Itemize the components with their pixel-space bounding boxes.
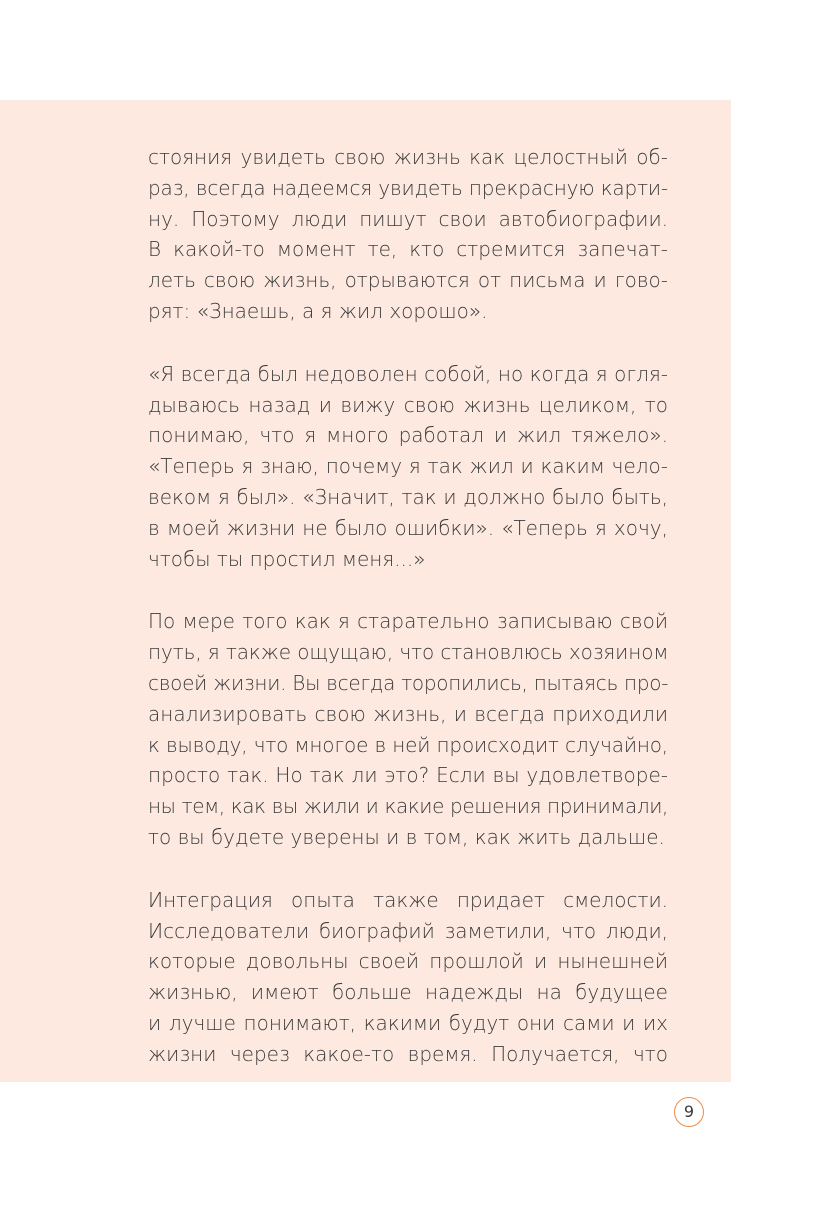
text-line: анализировать свою жизнь, и всегда приходили [148, 701, 668, 726]
text-line: жизнью, имеют больше надежды на будущее [148, 980, 668, 1005]
text-line: стояния увидеть свою жизнь как целостный об- [148, 145, 668, 169]
text-line: «Теперь я знаю, почему я так жил и каким чело- [148, 454, 668, 479]
text-line: и лучше понимают, какими будут они сами и их [148, 1010, 668, 1035]
text-line: леть свою жизнь, отрываются от письма и гово- [148, 268, 668, 293]
text-line: ны тем, как вы жили и какие решения принимали, [148, 794, 668, 819]
paragraph-3 [148, 606, 668, 852]
page-number-badge: 9 [674, 1097, 704, 1127]
text-line: Исследователи биографий заметили, что люди, [148, 918, 668, 943]
text-line: веком я был». «Значит, так и должно было быть, [148, 484, 668, 509]
text-line: ну. Поэтому люди пишут свои автобиографии. [148, 206, 668, 231]
text-line: просто так. Но так ли это? Если вы удовлетворе- [148, 763, 668, 788]
text-line: в моей жизни не было ошибки». «Теперь я хочу, [148, 515, 668, 540]
text-line: своей жизни. Вы всегда торопились, пытаясь про- [148, 670, 669, 695]
paragraph-1 [148, 142, 668, 327]
text-line: которые довольны своей прошлой и нынешней [148, 949, 668, 974]
text-line: то вы будете уверены и в том, как жить дальше. [148, 824, 665, 849]
text-line: раз, всегда надеемся увидеть прекрасную карти- [148, 175, 668, 200]
text-line: чтобы ты простил меня...» [148, 546, 426, 571]
text-line: дываюсь назад и вижу свою жизнь целиком, то [148, 392, 668, 417]
text-line: В какой-то момент те, кто стремится запечат- [148, 237, 668, 262]
text-line: «Я всегда был недоволен собой, но когда я огля- [148, 361, 668, 386]
text-line: путь, я также ощущаю, что становлюсь хозяином [148, 640, 669, 665]
body-text [148, 142, 668, 1070]
text-line: понимаю, что я много работал и жил тяжело». [148, 423, 668, 448]
text-line: рят: «Знаешь, а я жил хорошо». [148, 298, 488, 323]
paragraph-2 [148, 359, 668, 575]
text-line: жизни через какое-то время. Получается, что [148, 1041, 668, 1066]
text-line: Интеграция опыта также придает смелости. [148, 887, 668, 912]
text-line: к выводу, что многое в ней происходит случайно, [148, 732, 668, 757]
text-line: По мере того как я старательно записываю свой [148, 609, 668, 634]
paragraph-4 [148, 885, 668, 1070]
